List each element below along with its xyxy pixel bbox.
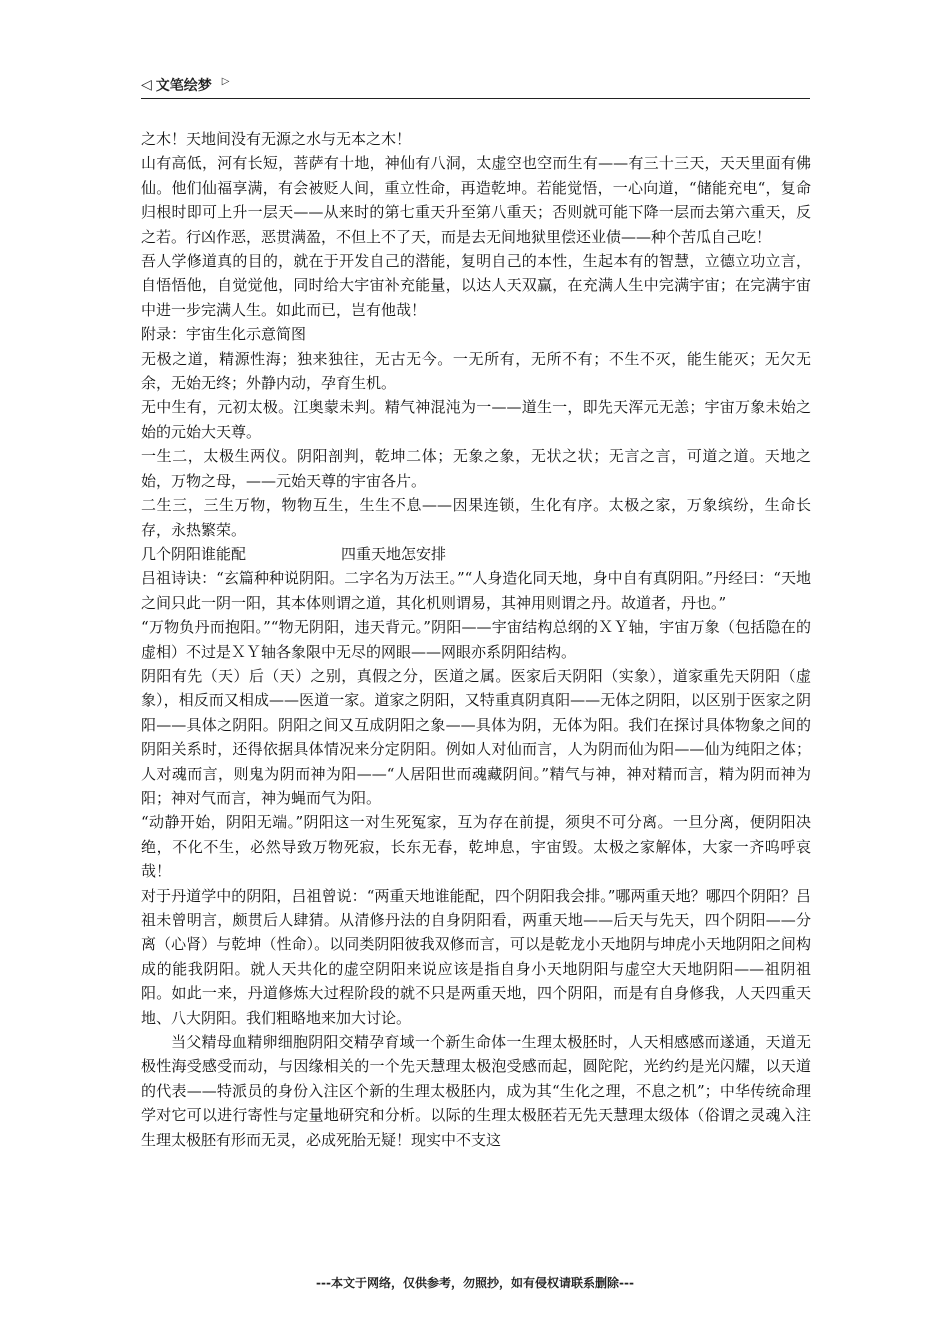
paragraph-indented: 当父精母血精卵细胞阴阳交精孕育域一个新生命体一生理太极胚时，人天相感感而遂通，天道无极性海受感受而动，与因缘相关的一个先天慧理太极泡受感而起，圆陀陀，光约约是光闪耀，以天道的代表——特派员的身份入注区个新的生理太极胚内，成为其“生化之理，不息之机”；中华传统命理学对它可以进行寄性与定量地研究和分析。以际的生理太极胚若无先天慧理太级体（俗谓之灵魂入注生理太极胚有形而无灵，必成死胎无疑！现实中不支这 (141, 1033, 811, 1149)
section-heading-left: 几个阴阳谁能配 (141, 544, 247, 563)
appendix-title: 附录：宇宙生化示意简图 (141, 325, 307, 344)
paragraph: 一生二，太极生两仪。阴阳剖判，乾坤二体；无象之象，无状之状；无言之言，可道之道。天地之始，万物之母，——元始天尊的宇宙各片。 (141, 447, 811, 490)
brand-logo (141, 74, 229, 96)
section-heading-right: 四重天地怎安排 (341, 544, 447, 563)
paragraph: “万物负丹而抱阳。”“物无阴阳，违天背元。”阴阳——宇宙结构总纲的ＸＹ轴，宇宙万象（包括隐在的虚相）不过是ＸＹ轴各象限中无尽的网眼——网眼亦系阴阳结构。 (141, 618, 811, 661)
brand-name: 文笔绘梦 (155, 78, 212, 94)
document-body (141, 127, 811, 1152)
paragraph: 无中生有，元初太极。江奥蒙未判。精气神混沌为一——道生一，即先天浑元无恙；宇宙万象未始之始的元始大天尊。 (141, 398, 811, 441)
paragraph: 吾人学修道真的目的，就在于开发自己的潜能，复明自己的本性，生起本有的智慧，立德立功立言，自悟悟他，自觉觉他，同时给大宇宙补充能量，以达人天双赢，在充满人生中完满宇宙；在完满宇宙中进一步完满人生。如此而已，岂有他哉！ (141, 252, 811, 319)
section-heading (141, 542, 811, 566)
paragraph: 对于丹道学中的阴阳，吕祖曾说：“两重天地谁能配，四个阴阳我会排。”哪两重天地？哪四个阴阳？吕祖未曾明言，颇贯后人肆猜。从清修丹法的自身阴阳看，两重天地——后天与先天，四个阴阳——分离（心肾）与乾坤（性命）。以同类阴阳彼我双修而言，可以是乾龙小天地阴与坤虎小天地阴阳之间构成的能我阴阳。就人天共化的虚空阴阳来说应该是指自身小天地阴阳与虚空大天地阴阳——祖阴祖阳。如此一来，丹道修炼大过程阶段的就不只是两重天地，四个阴阳，而是有自身修我，人天四重天地、八大阴阳。我们粗略地来加大讨论。 (141, 886, 811, 1027)
paragraph: 阴阳有先（天）后（天）之别，真假之分，医道之属。医家后天阴阳（实象），道家重先天阴阳（虚象），相反而又相成——医道一家。道家之阴阳，又特重真阴真阳——无体之阴阳，以区别于医家之阴阳——具体之阴阳。阴阳之间又互成阴阳之象——具体为阴，无体为阳。我们在探讨具体物象之间的阴阳关系时，还得依据具体情况来分定阴阳。例如人对仙而言，人为阴而仙为阳——仙为纯阳之体；人对魂而言，则鬼为阴而神为阳——“人居阳世而魂藏阴间。”精气与神，神对精而言，精为阴而神为阳；神对气而言，神为蝇而气为阳。 (141, 666, 811, 807)
paragraph: 吕祖诗诀：“玄篇种种说阴阳。二字名为万法王。”“人身造化同天地，身中自有真阴阳。”丹经曰：“天地之间只此一阴一阳，其本体则谓之道，其化机则谓易，其神用则谓之丹。故道者，丹也。” (141, 569, 811, 612)
page-footer: ---本文于网络，仅供参考，勿照抄，如有侵权请联系删除--- (316, 1276, 634, 1290)
paragraph: 山有高低，河有长短，菩萨有十地，神仙有八洞，太虚空也空而生有——有三十三天，天天里面有佛仙。他们仙福享满，有会被贬人间，重立性命，再造乾坤。若能觉悟，一心向道，“储能充电“，复命归根时即可上升一层天——从来时的第七重天升至第八重天；否则就可能下降一层而去第六重天，反之若。行凶作恶，恶贯满盈，不但上不了天，而是去无间地狱里偿还业债——种个苦瓜自己吃！ (141, 154, 811, 246)
triangle-right-icon: ▷ (221, 75, 230, 87)
paragraph: “动静开始，阴阳无端。”阴阳这一对生死冤家，互为存在前提，须臾不可分离。一旦分离，便阴阳决绝，不化不生，必然导致万物死寂，长东无春，乾坤息，宇宙毁。太极之家解体，大家一齐呜呼哀哉！ (141, 813, 811, 881)
triangle-left-icon: ◁ (141, 77, 152, 93)
paragraph: 之木！天地间没有无源之水与无本之木！ (141, 130, 412, 148)
page-header (141, 74, 810, 99)
paragraph: 二生三，三生万物，物物互生，生生不息——因果连锁，生化有序。太极之家，万象缤纷，生命长存，永热繁荣。 (141, 496, 811, 539)
paragraph: 无极之道，精源性海；独来独往，无古无今。一无所有，无所不有；不生不灭，能生能灭；无欠无余，无始无终；外静内动，孕育生机。 (141, 349, 811, 393)
